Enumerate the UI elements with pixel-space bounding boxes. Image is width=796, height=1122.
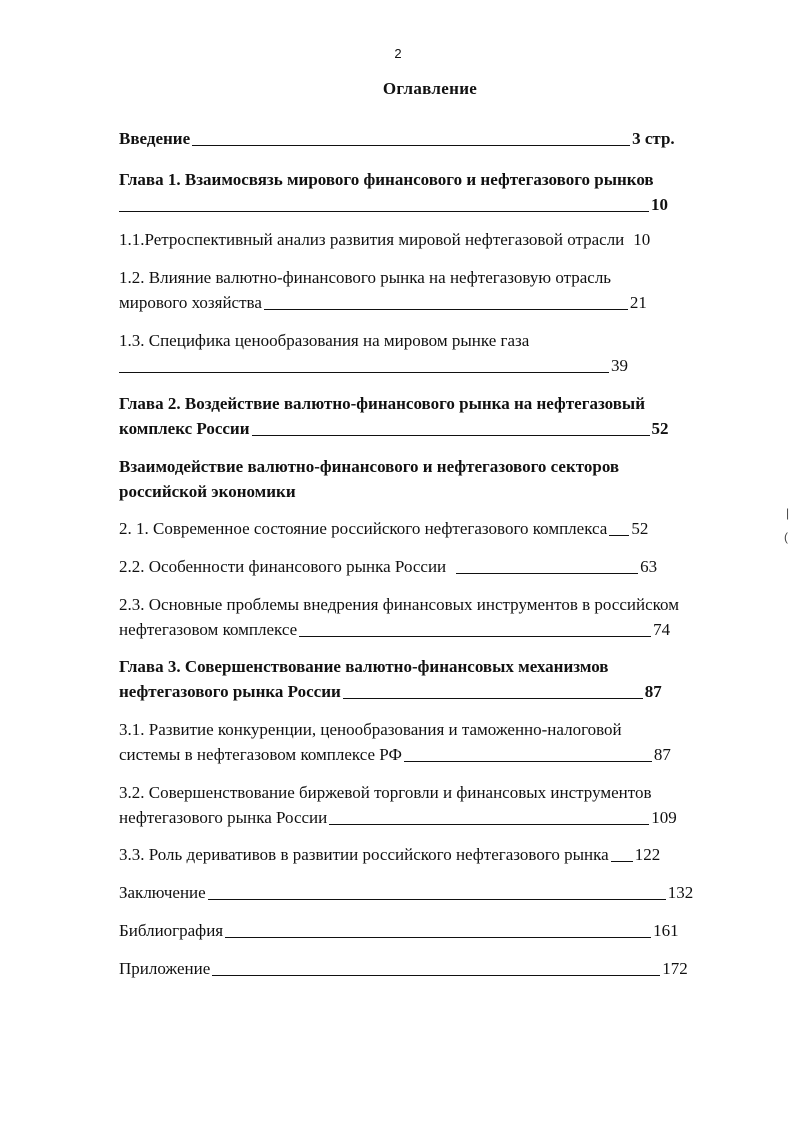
entry-title: Введение <box>119 129 191 148</box>
entry-title: 1.1.Ретроспективный анализ развития мировой нефтегазовой отрасли <box>119 230 625 249</box>
toc-entry-3-1[interactable] <box>119 720 743 770</box>
toc-entry-appendix[interactable] <box>119 959 743 984</box>
entry-page: 10 <box>651 195 668 214</box>
entry-title: 1.3. Специфика ценообразования на мировом рынке газа <box>119 331 530 350</box>
entry-page: 122 <box>634 845 661 864</box>
toc-entry-chapter-1[interactable] <box>119 170 743 220</box>
toc-entry-3-3[interactable] <box>119 845 743 870</box>
entry-page: 87 <box>644 682 662 701</box>
entry-page: 132 <box>667 883 694 902</box>
leader-line <box>609 534 629 536</box>
entry-title-line1: 3.2. Совершенствование биржевой торговли и финансовых инструментов <box>119 783 652 802</box>
entry-title: Библиография <box>119 921 224 940</box>
toc-entry-1-2[interactable] <box>119 268 743 318</box>
toc-entry-2-3[interactable] <box>119 595 743 645</box>
entry-title-line2: комплекс России <box>119 419 250 438</box>
toc-entry-chapter-2[interactable] <box>119 394 743 444</box>
entry-title-line2: системы в нефтегазовом комплексе РФ <box>119 745 402 764</box>
leader-line <box>208 898 666 900</box>
entry-page: 39 <box>611 356 628 375</box>
leader-line <box>329 823 649 825</box>
page-number: 2 <box>394 46 402 61</box>
entry-page: 87 <box>653 745 671 764</box>
toc-entry-1-1[interactable] <box>119 230 743 255</box>
leader-line <box>252 434 650 436</box>
entry-page: 10 <box>633 230 651 249</box>
leader-line <box>192 144 630 146</box>
entry-page: 63 <box>640 557 658 576</box>
entry-title-line1: 3.1. Развитие конкуренции, ценообразования и таможенно-налоговой <box>119 720 622 739</box>
toc-entry-conclusion[interactable] <box>119 883 743 908</box>
toc-entry-1-3[interactable] <box>119 331 743 381</box>
toc-section-heading[interactable] <box>119 457 743 507</box>
leader-line <box>404 760 652 762</box>
toc-title: Оглавление <box>382 79 478 98</box>
entry-title: Приложение <box>119 959 211 978</box>
entry-title: 2. 1. Современное состояние российского нефтегазового комплекса <box>119 519 608 538</box>
entry-title: Заключение <box>119 883 206 902</box>
entry-title: 2.2. Особенности финансового рынка России <box>119 557 447 576</box>
toc-entry-bibliography[interactable] <box>119 921 743 946</box>
scan-mark: | <box>786 506 790 520</box>
entry-page: 21 <box>629 293 647 312</box>
entry-page: 74 <box>653 620 671 639</box>
entry-title-line1: 1.2. Влияние валютно-финансового рынка на нефтегазовую отрасль <box>119 268 612 287</box>
leader-line <box>119 371 609 373</box>
entry-title-line1: Глава 3. Совершенствование валютно-финансовых механизмов <box>119 657 609 676</box>
entry-title-line1: Взаимодействие валютно-финансового и нефтегазового секторов <box>119 457 620 476</box>
leader-line <box>299 635 651 637</box>
entry-title-line1: 2.3. Основные проблемы внедрения финансовых инструментов в российском <box>119 595 679 614</box>
entry-page: 161 <box>653 921 679 940</box>
entry-title-line2: нефтегазовом комплексе <box>119 620 298 639</box>
leader-line <box>212 974 660 976</box>
toc-entry-2-2[interactable] <box>119 557 743 582</box>
entry-page: 52 <box>651 419 669 438</box>
entry-page: 52 <box>631 519 649 538</box>
entry-title-line1: Глава 2. Воздействие валютно-финансового рынка на нефтегазовый <box>119 394 645 413</box>
toc-entry-2-1[interactable] <box>119 519 743 544</box>
toc-entry-chapter-3[interactable] <box>119 657 743 707</box>
entry-title: 3.3. Роль деривативов в развитии российского нефтегазового рынка <box>119 845 609 864</box>
leader-line <box>456 572 638 574</box>
leader-line <box>119 210 649 212</box>
toc-entry-introduction[interactable] <box>119 129 743 154</box>
entry-title: Глава 1. Взаимосвязь мирового финансового и нефтегазового рынков <box>119 170 654 189</box>
entry-page: 109 <box>651 808 677 827</box>
entry-title-line2: российской экономики <box>119 482 296 501</box>
leader-line <box>225 936 651 938</box>
leader-line <box>611 860 633 862</box>
entry-title-line2: нефтегазового рынка России <box>119 808 328 827</box>
entry-page: 3 стр. <box>632 129 675 148</box>
entry-page: 172 <box>662 959 688 978</box>
scan-mark: ( <box>784 530 788 544</box>
entry-title-line2: мирового хозяйства <box>119 293 262 312</box>
toc-entry-3-2[interactable] <box>119 783 743 833</box>
leader-line <box>343 697 643 699</box>
leader-line <box>264 308 628 310</box>
entry-title-line2: нефтегазового рынка России <box>119 682 341 701</box>
